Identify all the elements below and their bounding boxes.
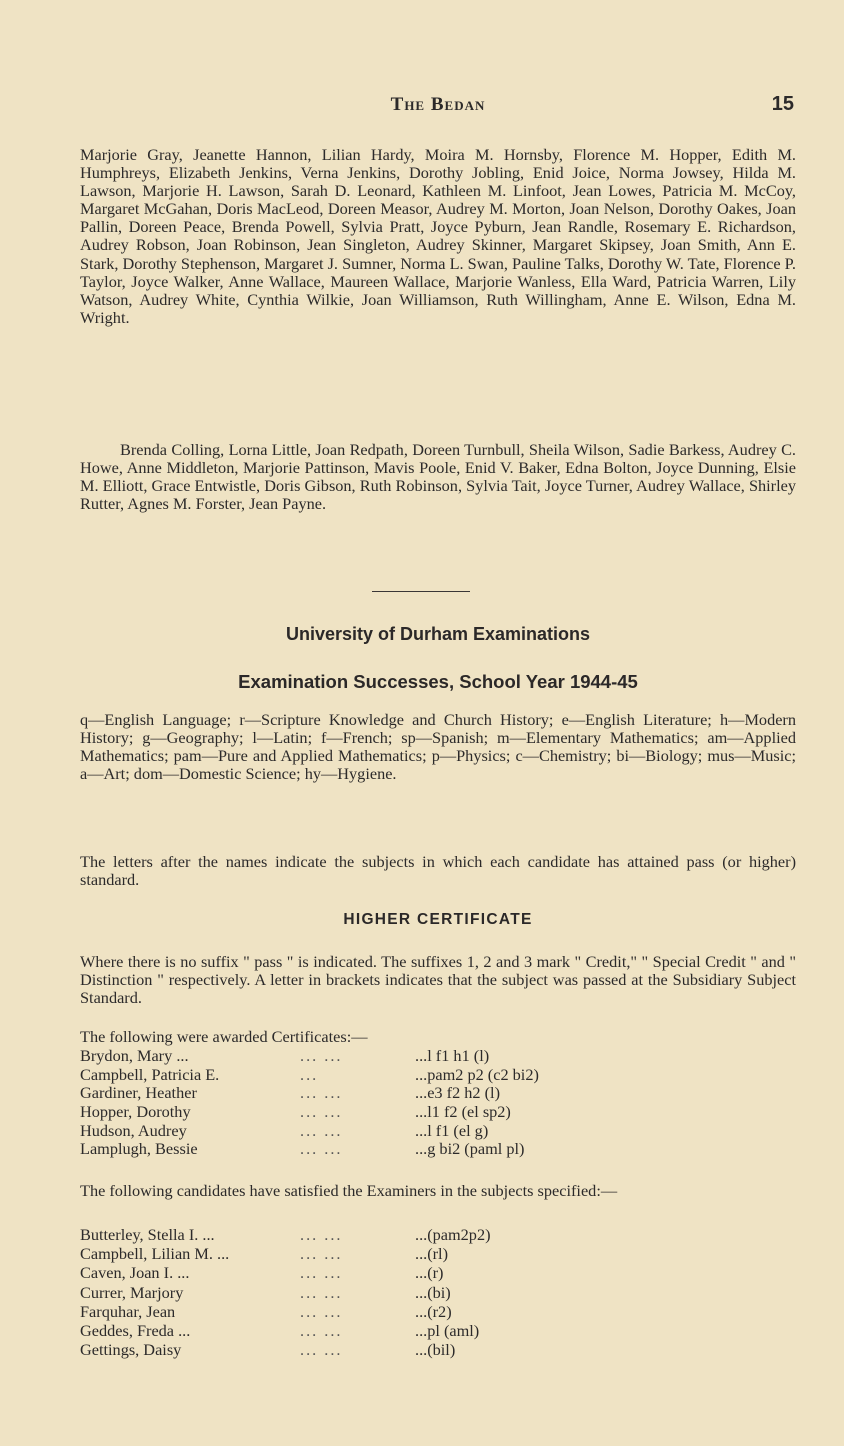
leader-dots: ... ... <box>300 1282 343 1302</box>
leader-dots: ... ... <box>300 1139 343 1159</box>
list-item <box>80 1047 796 1066</box>
candidate-subjects: ...(bi) <box>415 1282 451 1302</box>
names-paragraph-2: Brenda Colling, Lorna Little, Joan Redpath, Doreen Turnbull, Sheila Wilson, Sadie Barkess, Audrey C. Howe, Anne Middleton, Marjorie Pattinson, Mavis Poole, Enid V. Baker, Edna Bolton, Joyce Dunning, Elsie M. Elliott, Grace Entwistle, Doris Gibson, Ruth Robinson, Sylvia Tait, Joyce Turner, Audrey Wallace, Shirley Rutter, Agnes M. Forster, Jean Payne. <box>80 440 796 514</box>
list-item <box>80 1084 796 1103</box>
candidate-name: Campbell, Lilian M. ... <box>80 1244 230 1264</box>
exams-heading: University of Durham Examinations <box>285 624 591 644</box>
candidate-name: Farquhar, Jean <box>80 1301 176 1321</box>
candidate-name: Gardiner, Heather <box>80 1083 197 1103</box>
leader-dots: ... ... <box>300 1083 343 1103</box>
running-header <box>80 94 796 124</box>
list-item <box>80 1244 796 1263</box>
awarded-intro: The following were awarded Certificates:— <box>80 1027 368 1046</box>
leader-dots: ... ... <box>300 1244 343 1264</box>
higher-certificate-heading: HIGHER CERTIFICATE <box>343 911 533 928</box>
list-item <box>80 1302 796 1321</box>
leader-dots: ... ... <box>300 1102 343 1122</box>
candidate-subjects: ...(r2) <box>415 1301 452 1321</box>
candidate-subjects: ...pl (aml) <box>415 1320 480 1340</box>
candidate-name: Lamplugh, Bessie <box>80 1139 198 1159</box>
candidate-name: Hopper, Dorothy <box>80 1102 191 1122</box>
list-item <box>80 1340 796 1359</box>
list-item <box>80 1321 796 1340</box>
satisfied-intro: The following candidates have satisfied the Examiners in the subjects specified:— <box>80 1181 618 1200</box>
candidate-subjects: ...l f1 (el g) <box>415 1120 489 1140</box>
leader-dots: ... ... <box>300 1120 343 1140</box>
journal-title: The Bedan <box>390 94 486 115</box>
candidate-name: Butterley, Stella I. ... <box>80 1225 215 1244</box>
candidate-subjects: ...l1 f2 (el sp2) <box>415 1102 511 1122</box>
candidate-name: Geddes, Freda ... <box>80 1320 191 1340</box>
list-item <box>80 1103 796 1122</box>
candidate-name: Caven, Joan I. ... <box>80 1263 190 1283</box>
candidate-name: Campbell, Patricia E. <box>80 1064 220 1084</box>
successes-heading: Examination Successes, School Year 1944-45 <box>238 671 638 692</box>
names-paragraph-1: Marjorie Gray, Jeanette Hannon, Lilian Hardy, Moira M. Hornsby, Florence M. Hopper, Edith M. Humphreys, Elizabeth Jenkins, Verna Jenkins, Dorothy Jobling, Enid Joice, Norma Jowsey, Hilda M. Lawson, Marjorie H. Lawson, Sarah D. Leonard, Kathleen M. Linfoot, Jean Lowes, Patricia M. McCoy, Margaret McGahan, Doris MacLeod, Doreen Measor, Audrey M. Morton, Joan Nelson, Dorothy Oakes, Joan Pallin, Doreen Peace, Brenda Powell, Sylvia Pratt, Joyce Pyburn, Jean Randle, Rosemary E. Richardson, Audrey Robson, Joan Robinson, Jean Singleton, Audrey Skinner, Margaret Skipsey, Joan Smith, Ann E. Stark, Dorothy Stephenson, Margaret J. Sumner, Norma L. Swan, Pauline Talks, Dorothy W. Tate, Florence P. Taylor, Joyce Walker, Anne Wallace, Maureen Wallace, Marjorie Wanless, Ella Ward, Patricia Warren, Lily Watson, Audrey White, Cynthia Wilkie, Joan Williamson, Ruth Willingham, Anne E. Wilson, Edna M. Wright. <box>80 145 796 327</box>
candidate-subjects: ...e3 f2 h2 (l) <box>415 1083 500 1103</box>
list-item <box>80 1066 796 1085</box>
leader-dots: ... ... <box>300 1320 343 1340</box>
subject-key-paragraph: q—English Language; r—Scripture Knowledge and Church History; e—English Literature; h—Modern History; g—Geography; l—Latin; f—French; sp—Spanish; m—Elementary Mathematics; am—Applied Mathematics; pam—Pure and Applied Mathematics; p—Physics; c—Chemistry; bi—Biology; mus—Music; a—Art; dom—Domestic Science; hy—Hygiene. <box>80 710 796 784</box>
candidate-subjects: ...pam2 p2 (c2 bi2) <box>415 1064 539 1084</box>
candidate-name: Hudson, Audrey <box>80 1120 187 1140</box>
candidate-subjects: ...(bil) <box>415 1340 456 1360</box>
candidate-name: Currer, Marjory <box>80 1282 184 1302</box>
certificates-list <box>80 1047 796 1159</box>
list-item <box>80 1122 796 1141</box>
leader-dots: ... ... <box>300 1263 343 1283</box>
satisfied-list <box>80 1225 796 1359</box>
leader-dots: ... ... <box>300 1225 343 1244</box>
candidate-name: Gettings, Daisy <box>80 1340 182 1360</box>
list-item <box>80 1225 796 1244</box>
candidate-subjects: ...(pam2p2) <box>415 1225 491 1244</box>
leader-dots: ... ... <box>300 1301 343 1321</box>
list-item <box>80 1263 796 1282</box>
candidate-subjects: ...l f1 h1 (l) <box>415 1046 490 1065</box>
suffix-note-paragraph: Where there is no suffix " pass " is indicated. The suffixes 1, 2 and 3 mark " Credit," " Special Credit " and " Distinction " respectively. A letter in brackets indicates that the subject was passed at the Subsidiary Subject Standard. <box>80 952 796 1008</box>
candidate-subjects: ...g bi2 (paml pl) <box>415 1139 525 1159</box>
list-item <box>80 1140 796 1159</box>
letters-note-paragraph: The letters after the names indicate the subjects in which each candidate has attained pass (or higher) standard. <box>80 852 796 890</box>
leader-dots: ... ... <box>300 1340 343 1360</box>
candidate-subjects: ...(r) <box>415 1263 444 1283</box>
section-divider <box>372 591 470 592</box>
candidate-subjects: ...(rl) <box>415 1244 448 1264</box>
leader-dots: ... ... <box>300 1046 343 1065</box>
candidate-name: Brydon, Mary ... <box>80 1046 189 1065</box>
leader-dots: ... <box>300 1064 319 1084</box>
page-number: 15 <box>771 93 794 115</box>
list-item <box>80 1283 796 1302</box>
